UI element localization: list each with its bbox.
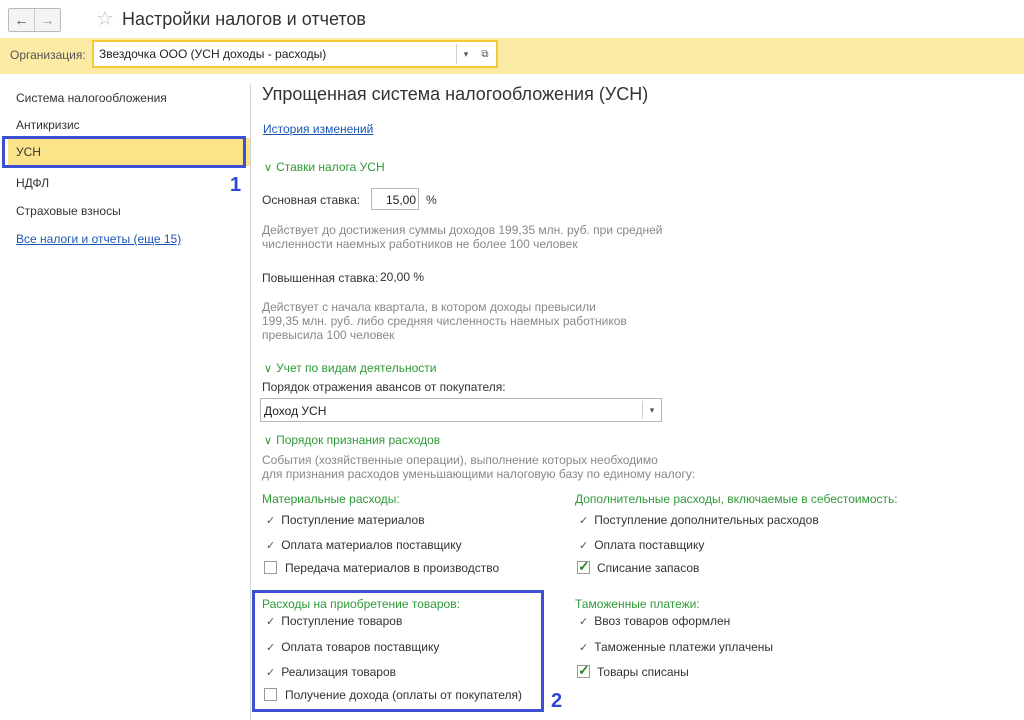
annotation-box-2 xyxy=(252,590,544,712)
annotation-number-1: 1 xyxy=(230,174,242,196)
material-item-receipt: ✓ Поступление материалов xyxy=(266,513,425,527)
organization-dropdown-button[interactable] xyxy=(456,44,475,64)
sidebar-item-insurance[interactable]: Страховые взносы xyxy=(16,204,121,218)
expenses-section-label: Порядок признания расходов xyxy=(276,433,441,447)
base-rate-unit: % xyxy=(426,193,437,207)
material-transfer-label[interactable]: Передача материалов в производство xyxy=(285,561,500,575)
additional-expenses-title: Дополнительные расходы, включаемые в себестоимость: xyxy=(575,492,898,506)
activity-section-label: Учет по видам деятельности xyxy=(276,361,437,375)
raised-rate-note-2: 199,35 млн. руб. либо средняя численность наемных работников xyxy=(262,314,627,328)
chevron-down-icon: ▾ xyxy=(463,48,469,59)
check-icon: ✓ xyxy=(266,667,276,679)
customs-title: Таможенные платежи: xyxy=(575,597,700,611)
write-off-inventory-checkbox[interactable] xyxy=(577,561,590,574)
check-icon: ✓ xyxy=(266,642,276,654)
advance-order-dropdown-button[interactable] xyxy=(642,401,661,419)
additional-item-payment: ✓ Оплата поставщику xyxy=(579,538,705,552)
chevron-down-icon: ∨ xyxy=(264,435,273,447)
sidebar-item-ndfl[interactable]: НДФЛ xyxy=(16,176,50,190)
customs-item-paid: ✓ Таможенные платежи уплачены xyxy=(579,640,774,654)
advance-order-value[interactable]: Доход УСН xyxy=(264,404,327,418)
check-icon: ✓ xyxy=(579,642,589,654)
history-link[interactable]: История изменений xyxy=(263,122,374,136)
forward-button[interactable] xyxy=(34,9,60,31)
base-rate-value[interactable]: 15,00 xyxy=(385,193,416,207)
check-icon: ✓ xyxy=(266,616,276,628)
back-button[interactable] xyxy=(9,9,34,31)
check-icon: ✓ xyxy=(266,540,276,552)
raised-rate-label: Повышенная ставка: xyxy=(262,271,379,285)
expenses-note-1: События (хозяйственные операции), выполнение которых необходимо xyxy=(262,453,658,467)
goods-item-sale: ✓ Реализация товаров xyxy=(266,665,397,679)
star-icon[interactable]: ☆ xyxy=(96,8,114,30)
write-off-inventory-label[interactable]: Списание запасов xyxy=(597,561,700,575)
sidebar-all-taxes-link[interactable]: Все налоги и отчеты (еще 15) xyxy=(16,232,182,246)
annotation-number-2: 2 xyxy=(551,690,563,712)
raised-rate-note-1: Действует с начала квартала, в котором доходы превысили xyxy=(262,300,596,314)
material-transfer-checkbox[interactable] xyxy=(264,561,277,574)
advance-order-label: Порядок отражения авансов от покупателя: xyxy=(262,380,506,394)
customs-item-import: ✓ Ввоз товаров оформлен xyxy=(579,614,731,628)
sidebar-item-anticrisis[interactable]: Антикризис xyxy=(16,118,80,132)
check-icon: ✓ xyxy=(579,540,589,552)
additional-item-receipt: ✓ Поступление дополнительных расходов xyxy=(579,513,819,527)
section-heading: Упрощенная система налогообложения (УСН) xyxy=(262,84,649,104)
sidebar-item-usn-label[interactable]: УСН xyxy=(16,145,41,159)
raised-rate-value: 20,00 % xyxy=(380,270,425,284)
rates-section-toggle[interactable] xyxy=(264,160,385,174)
chevron-down-icon: ∨ xyxy=(264,162,273,174)
material-expenses-title: Материальные расходы: xyxy=(262,492,400,506)
page-title: Настройки налогов и отчетов xyxy=(122,9,366,29)
check-icon: ✓ xyxy=(266,515,276,527)
chevron-down-icon: ∨ xyxy=(264,363,273,375)
chevron-down-icon: ▾ xyxy=(649,404,655,415)
arrow-right-icon: → xyxy=(40,12,55,28)
check-icon: ✓ xyxy=(579,515,589,527)
organization-open-button[interactable] xyxy=(476,44,494,64)
goods-expenses-title: Расходы на приобретение товаров: xyxy=(262,597,460,611)
goods-written-off-checkbox[interactable] xyxy=(577,665,590,678)
rates-section-label: Ставки налога УСН xyxy=(276,160,385,174)
goods-item-receipt: ✓ Поступление товаров xyxy=(266,614,403,628)
annotation-box-1 xyxy=(2,136,246,168)
open-window-icon: ⧉ xyxy=(481,48,489,60)
goods-item-payment: ✓ Оплата товаров поставщику xyxy=(266,640,440,654)
sidebar-item-tax-system[interactable]: Система налогообложения xyxy=(16,91,167,105)
organization-value[interactable]: Звездочка ООО (УСН доходы - расходы) xyxy=(99,47,327,61)
expenses-section-toggle[interactable] xyxy=(264,433,440,447)
organization-label: Организация: xyxy=(10,48,86,62)
base-rate-note-1: Действует до достижения суммы доходов 199,35 млн. руб. при средней xyxy=(262,223,663,237)
income-receipt-label[interactable]: Получение дохода (оплаты от покупателя) xyxy=(285,688,522,702)
check-icon: ✓ xyxy=(579,616,589,628)
goods-written-off-label[interactable]: Товары списаны xyxy=(597,665,689,679)
raised-rate-note-3: превысила 100 человек xyxy=(262,328,395,342)
expenses-note-2: для признания расходов уменьшающими налоговую базу по единому налогу: xyxy=(262,467,696,481)
arrow-left-icon: ← xyxy=(14,12,29,28)
activity-section-toggle[interactable] xyxy=(264,361,436,375)
base-rate-note-2: численности наемных работников не более 100 человек xyxy=(262,237,578,251)
base-rate-label: Основная ставка: xyxy=(262,193,361,207)
navigation-buttons xyxy=(8,8,61,32)
material-item-payment: ✓ Оплата материалов поставщику xyxy=(266,538,462,552)
